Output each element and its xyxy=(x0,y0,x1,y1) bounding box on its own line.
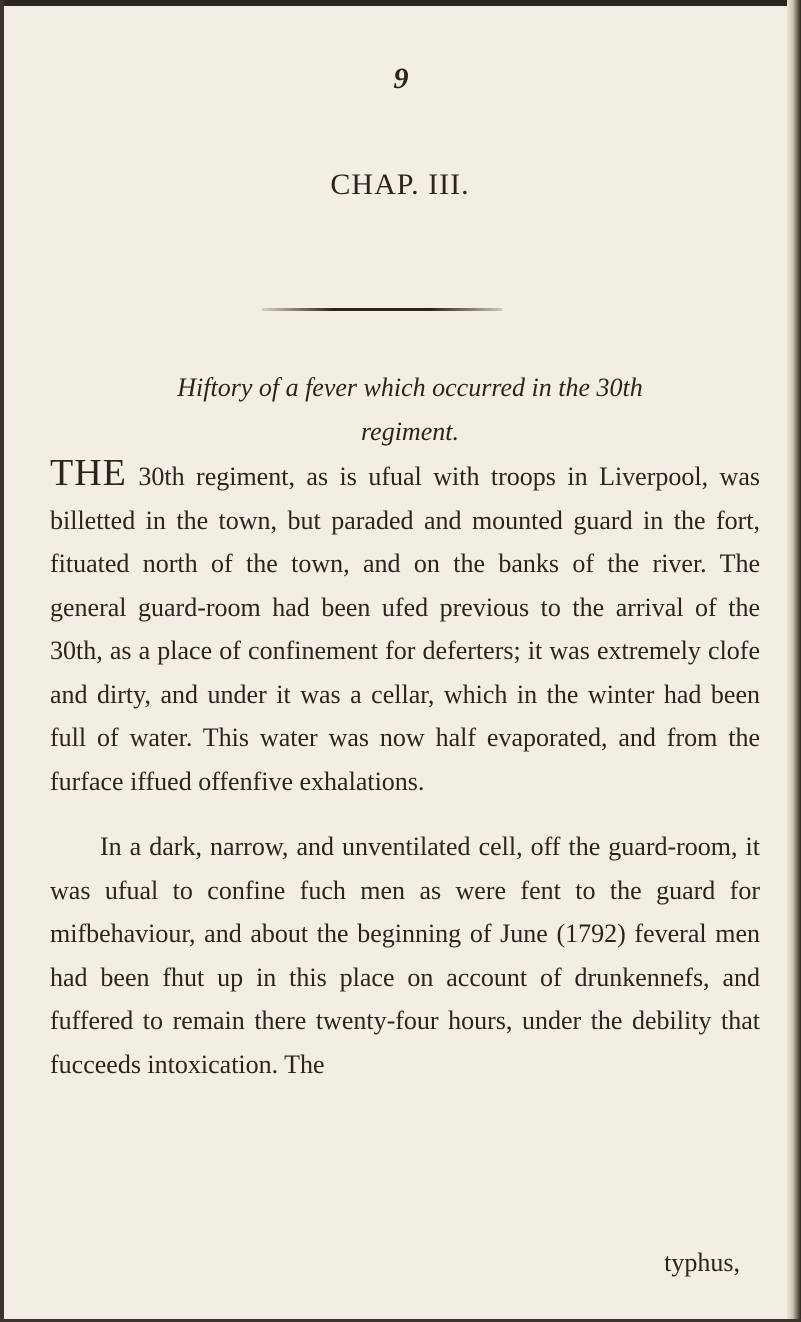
paragraph-2: In a dark, narrow, and unventilated cell, off the guard-room, it was ufual to confine fuch men as were fent to the guard for mifbehaviour, and about the beginning of June (1792) feveral men had been fhut up in this place on account of drunkennefs, and fuffered to remain there twenty-four hours, under the debility that fucceeds intoxication. The xyxy=(50,832,760,1079)
body-text xyxy=(50,452,760,1086)
page-top-edge xyxy=(0,0,801,6)
catchword: typhus, xyxy=(664,1248,740,1277)
section-title xyxy=(120,366,700,454)
page-gutter-edge xyxy=(787,0,801,1322)
paragraph-1-text: 30th regiment, as is ufual with troops in Liverpool, was billetted in the town, but paraded and mounted guard in the fort, fituated north of the town, and on the banks of the river. The general guard-room had been ufed previous to the arrival of the 30th, as a place of confinement for deferters; it was extremely clofe and dirty, and under it was a cellar, which in the winter had been full of water. This water was now half evaporated, and from the furface iffued offenfive exhalations. xyxy=(50,462,760,796)
chapter-heading: CHAP. III. xyxy=(330,168,470,201)
heading-rule xyxy=(262,308,502,311)
section-title-line-1: Hiftory of a fever which occurred in the 30th xyxy=(177,373,643,402)
paragraph-1 xyxy=(50,452,760,803)
page-left-edge xyxy=(0,0,4,1322)
paragraph-1-dropcap: THE xyxy=(50,452,127,494)
page-number: 9 xyxy=(393,62,409,95)
section-title-line-2: regiment. xyxy=(361,417,459,446)
